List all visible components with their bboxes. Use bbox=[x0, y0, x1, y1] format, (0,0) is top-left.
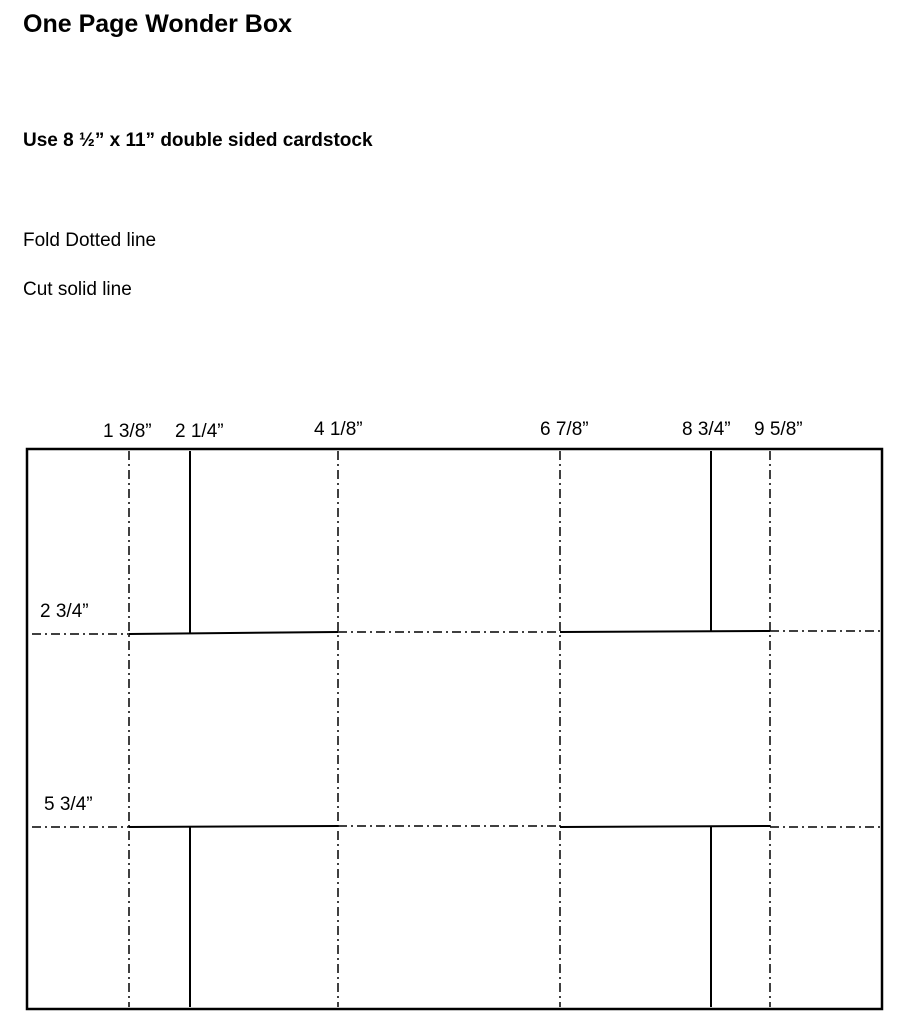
measure-label-9-5-8: 9 5/8” bbox=[754, 419, 803, 440]
cut-line-top-right-horizontal bbox=[560, 631, 770, 632]
measure-label-6-7-8: 6 7/8” bbox=[540, 419, 589, 440]
cut-line-bottom-left-horizontal bbox=[129, 826, 338, 827]
measure-label-4-1-8: 4 1/8” bbox=[314, 419, 363, 440]
measure-label-2-3-4: 2 3/4” bbox=[40, 601, 89, 622]
paper-outline bbox=[27, 449, 882, 1009]
cut-instruction: Cut solid line bbox=[23, 279, 132, 300]
page-title: One Page Wonder Box bbox=[23, 10, 293, 38]
measure-label-5-3-4: 5 3/4” bbox=[44, 794, 93, 815]
measure-label-2-1-4: 2 1/4” bbox=[175, 421, 224, 442]
cut-line-top-left-horizontal bbox=[129, 632, 338, 634]
material-instruction: Use 8 ½” x 11” double sided cardstock bbox=[23, 130, 373, 151]
measure-label-1-3-8: 1 3/8” bbox=[103, 421, 152, 442]
fold-instruction: Fold Dotted line bbox=[23, 230, 157, 251]
cut-line-bottom-right-horizontal bbox=[560, 826, 770, 827]
measure-label-8-3-4: 8 3/4” bbox=[682, 419, 731, 440]
